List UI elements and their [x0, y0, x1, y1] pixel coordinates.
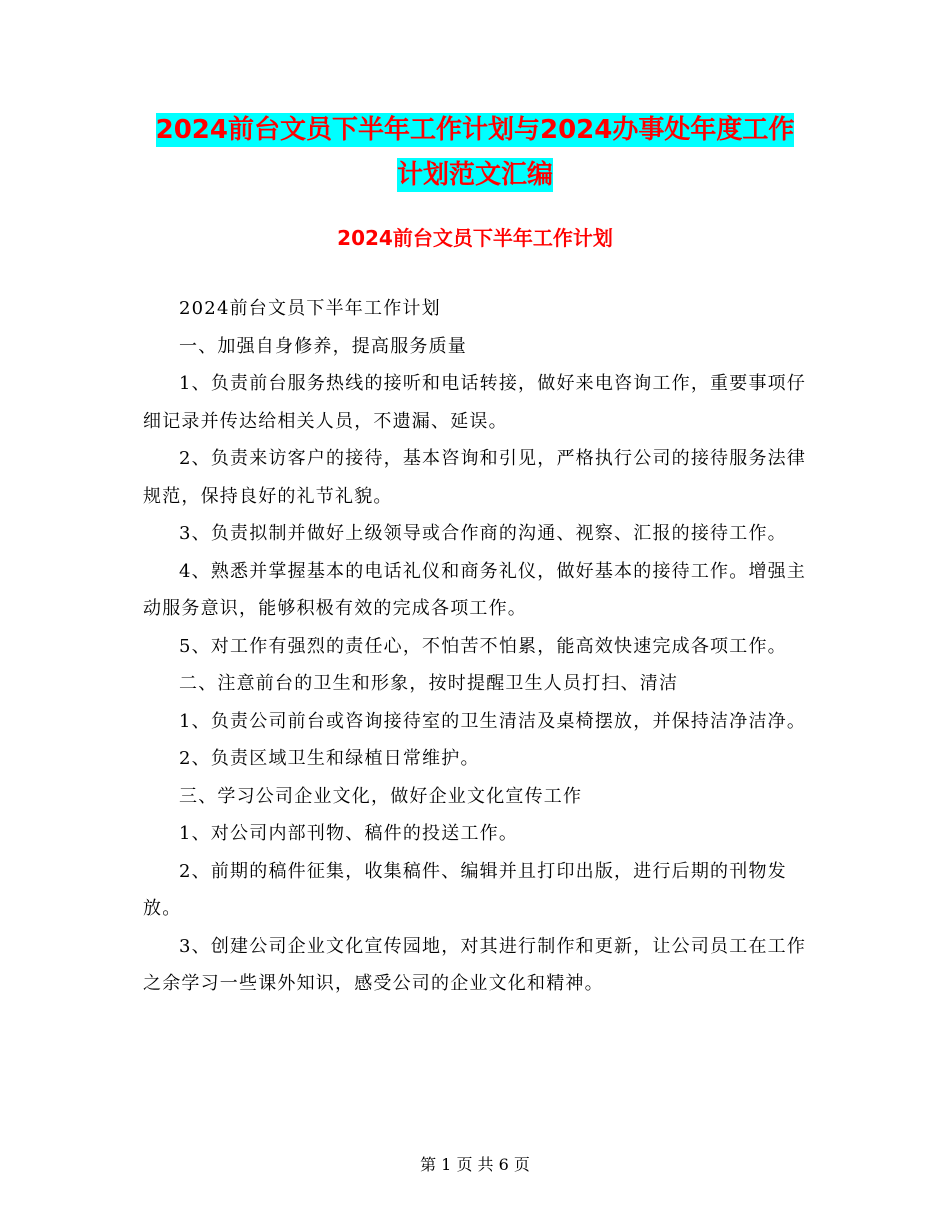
paragraph: 1、负责公司前台或咨询接待室的卫生清洁及桌椅摆放，并保持洁净洁净。 [179, 710, 807, 732]
document-title-text-1: 2024前台文员下半年工作计划与2024办事处年度工作 [155, 115, 795, 145]
document-body [143, 290, 813, 1003]
paragraph: 2、负责区域卫生和绿植日常维护。 [179, 748, 480, 769]
paragraph: 2024前台文员下半年工作计划 [179, 298, 441, 319]
paragraph: 一、加强自身修养，提高服务质量 [179, 335, 467, 357]
paragraph: 2、前期的稿件征集，收集稿件、编辑并且打印出版，进行后期的刊物发放。 [143, 860, 787, 919]
paragraph: 3、负责拟制并做好上级领导或合作商的沟通、视察、汇报的接待工作。 [179, 523, 787, 544]
page-footer: 第 1 页 共 6 页 [420, 1155, 530, 1174]
paragraph: 1、对公司内部刊物、稿件的投送工作。 [179, 823, 519, 844]
paragraph: 三、学习公司企业文化，做好企业文化宣传工作 [179, 785, 583, 807]
document-title-line-1 [0, 113, 950, 147]
paragraph: 二、注意前台的卫生和形象，按时提醒卫生人员打扫、清洁 [179, 673, 679, 694]
section-title: 2024前台文员下半年工作计划 [337, 226, 613, 250]
paragraph: 3、创建公司企业文化宣传园地，对其进行制作和更新，让公司员工在工作之余学习一些课外知识，感受公司的企业文化和精神。 [143, 935, 807, 994]
paragraph: 2、负责来访客户的接待，基本咨询和引见，严格执行公司的接待服务法律规范，保持良好的礼节礼貌。 [143, 448, 807, 507]
paragraph: 1、负责前台服务热线的接听和电话转接，做好来电咨询工作，重要事项仔细记录并传达给相关人员，不遗漏、延误。 [143, 373, 807, 432]
document-title-text-2: 计划范文汇编 [396, 160, 553, 190]
document-title-line-2 [0, 158, 950, 192]
paragraph: 5、对工作有强烈的责任心，不怕苦不怕累，能高效快速完成各项工作。 [179, 635, 787, 657]
paragraph: 4、熟悉并掌握基本的电话礼仪和商务礼仪，做好基本的接待工作。增强主动服务意识，能够积极有效的完成各项工作。 [143, 560, 807, 619]
